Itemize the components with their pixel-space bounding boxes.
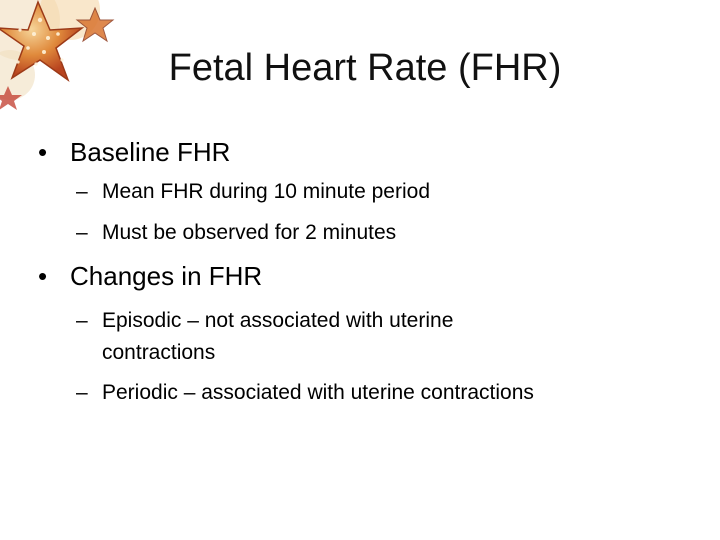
sub-bullet-marker: – [76, 221, 88, 244]
sub-bullet-marker: – [76, 381, 88, 404]
sub-bullet-periodic [76, 378, 534, 408]
sub-bullet-text: Must be observed for 2 minutes [102, 221, 397, 244]
sub-bullet-text: Mean FHR during 10 minute period [102, 180, 431, 203]
bullet-marker: • [38, 137, 48, 167]
sub-bullet-mean-fhr [76, 177, 430, 207]
slide-title: Fetal Heart Rate (FHR) [168, 47, 562, 89]
sub-bullet-marker: – [76, 180, 88, 203]
sub-bullet-text: Episodic – not associated with uterine [102, 309, 454, 332]
sub-bullet-observed [76, 218, 396, 248]
sub-bullet-episodic-continuation: contractions [102, 341, 216, 364]
sub-bullet-marker: – [76, 309, 88, 332]
bullet-text: Baseline FHR [70, 137, 231, 167]
sub-bullet-episodic [76, 306, 453, 336]
bullet-changes-in-fhr [38, 259, 262, 293]
bullet-baseline-fhr [38, 135, 230, 169]
bullet-marker: • [38, 261, 48, 291]
bullet-text: Changes in FHR [70, 261, 263, 291]
sub-bullet-text: Periodic – associated with uterine contractions [102, 381, 534, 404]
